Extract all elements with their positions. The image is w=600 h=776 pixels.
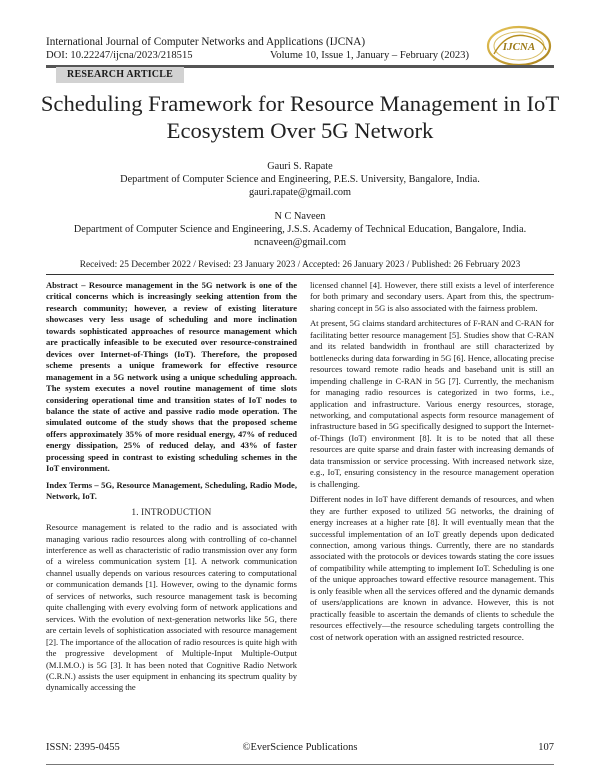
abstract: Abstract – Resource management in the 5G network is one of the critical concerns which is increasingly seeking attention from the research community; however, a review of existing literature showcases very less usage of scheduling and more inclination towards sophisticated approaches of resource management which are practically infeasible to be executed over resource-constrained devices over Internet-of-Things (IoT). Therefore, the proposed scheme presents a unique framework for effective resource management in a 5G network using a unique scheduling approach. The system executes a novel routine management of time slots considering operational time and transition states of IoT nodes to balance the state of active and passive radio mode operation. The simulated outcome of the study shows that the proposed scheme offers approximately 35% of more residual energy, 47% of reduced energy dissipation, 25% of reduced delay, and 43% of faster processing speed in contrast to existing scheduling schemes in the IoT environment. — [46, 280, 297, 474]
author-name-1: Gauri S. Rapate — [267, 161, 333, 172]
doi-link[interactable]: DOI: 10.22247/ijcna/2023/218515 — [46, 50, 193, 61]
page-number: 107 — [538, 742, 554, 753]
footer-issn: ISSN: 2395-0455 — [46, 742, 120, 753]
body-paragraph: Resource management is related to the radio and is associated with managing various radio resources along with controlling of co-channel interference as well as characteristic of radio transmission over any form of a wireless communication system [1]. A network communication channel usually depends on various resources catering to computational or communication demands [1]. However, owing to the dynamic forms of services of networks, such resource management task is becoming quite challenging with every evolving form of network applications and services. With the evolution of next-generation networks like 5G, there are certain levels of sophistication associated with resource management [2]. The importance of the allocation of radio resources is quite high with the progressive development of Multiple-Input Multiple-Output (M.I.M.O.) is 5G [3]. It has been noted that Cognitive Radio Network (C.R.N.) assists the user equipment in enhancing its spectrum quality by dynamically accessing the — [46, 522, 297, 693]
body-paragraph: At present, 5G claims standard architectures of F-RAN and C-RAN for facilitating better resource management [5]. Studies show that C-RAN and its related bandwidth in fronthaul are still characterized by bottlenecks during data forwarding in 5G [6]. Hence, allocating precise resources toward remote radio heads and baseband unit is still an impending challenge in C-RAN in 5G [7]. Currently, the mechanism for managing radio resources is categorized in two forms, i.e., application and infrastructure. Various energy resources, storage, networking, and computational aspects form resource management of infrastructure based in 5G specifically designed to support the Internet-of-Things (IoT) environment [8]. It is to be noted that all these resources are quite sparse and drain faster with increasing demands of data transmission or service processing. With increased network size, e.g., IoT, ensuring consistency in the resource management operation is challenging. — [310, 318, 554, 489]
body-paragraph: licensed channel [4]. However, there still exists a level of interference for both primary and secondary users. Apart from this, the spectrum-sharing concept in 5G is also associated with the fairness problem. — [310, 280, 554, 313]
logo-text: IJCNA — [502, 41, 536, 53]
volume-info: Volume 10, Issue 1, January – February (2023) — [270, 50, 469, 61]
right-column — [310, 280, 554, 647]
author-email-2[interactable]: ncnaveen@gmail.com — [253, 237, 347, 248]
journal-logo — [486, 24, 552, 68]
footer-rule — [46, 764, 554, 765]
section-heading-introduction: 1. INTRODUCTION — [131, 506, 212, 517]
journal-name: International Journal of Computer Networks and Applications (IJCNA) — [46, 36, 366, 48]
article-type-badge: RESEARCH ARTICLE — [56, 67, 184, 83]
body-paragraph: Different nodes in IoT have different demands of resources, and when they are further exposed to utilized 5G networks, the draining of energy increases at a higher rate [8]. It will eventually mean that the successful implementation of an IoT greatly depends upon dedicated connection, among various things. Currently, there are no standards associated with the protocols or devices towards stating the core issues of compatibility while attempting to implement IoT. Scheduling is one of the unique approaches toward effective resource management. This is only feasible when all the services offered and the dynamic demands of users/applications are known in advance. However, this is not practically feasible to ascertain the demands of clients to schedule the resources effectively—the resource scheduling targets controlling the cost of network operation with an assigned restricted resource. — [310, 494, 554, 642]
footer-publisher: ©EverScience Publications — [242, 742, 358, 753]
author-affiliation-2: Department of Computer Science and Engineering, J.S.S. Academy of Technical Education, Bangalore, India. — [73, 224, 527, 235]
author-name-2: N C Naveen — [274, 211, 326, 222]
index-terms: Index Terms – 5G, Resource Management, Scheduling, Radio Mode, Network, IoT. — [46, 479, 297, 502]
publication-dates: Received: 25 December 2022 / Revised: 23 January 2023 / Accepted: 26 January 2023 / Published: 26 February 2023 — [79, 260, 521, 270]
left-column — [46, 280, 297, 698]
author-email-1[interactable]: gauri.rapate@gmail.com — [248, 187, 352, 198]
paper-title: Scheduling Framework for Resource Management in IoT Ecosystem Over 5G Network — [40, 91, 560, 143]
dates-rule — [46, 274, 554, 275]
author-affiliation-1: Department of Computer Science and Engineering, P.E.S. University, Bangalore, India. — [120, 174, 480, 185]
